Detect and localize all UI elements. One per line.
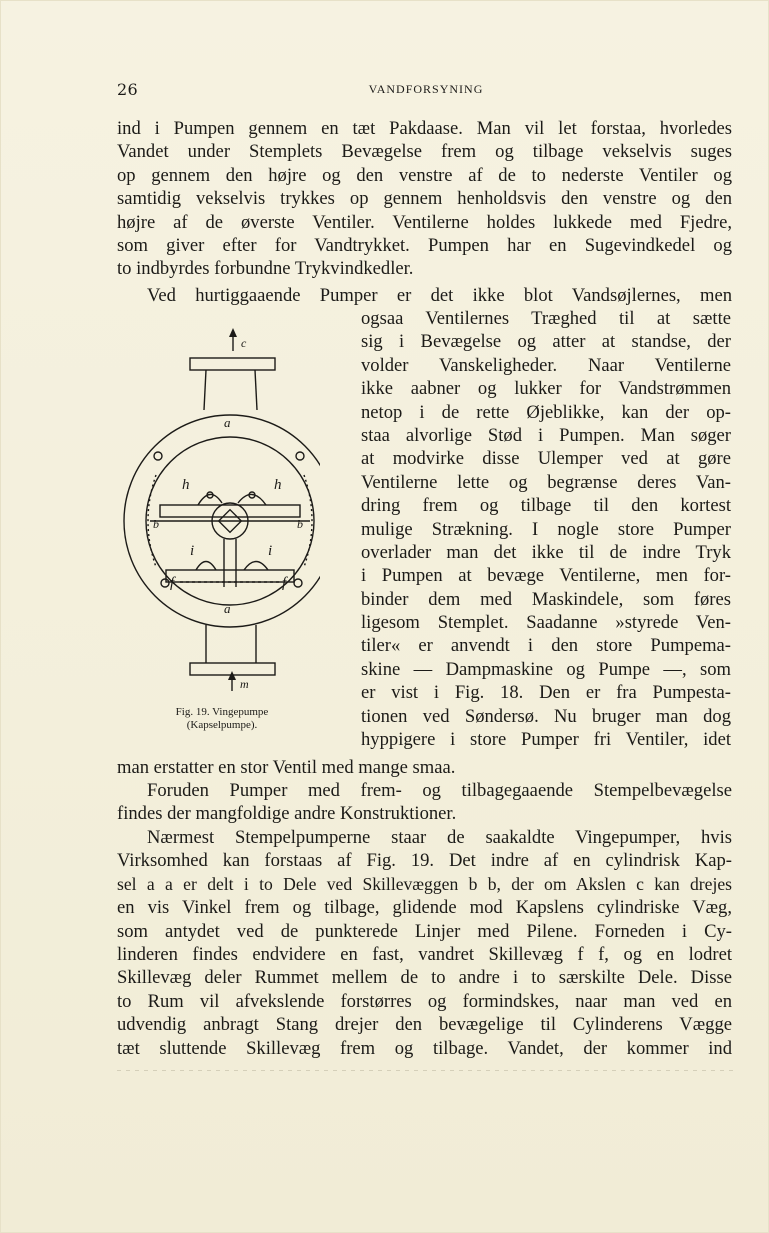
text-line: tionen ved Søndersø. Nu bruger man dog [361, 705, 731, 727]
bolt-icon [154, 452, 162, 460]
text-line: dring frem og tilbage til den kortest [361, 495, 731, 517]
text-line: Vandet under Stemplets Bevægelse frem og tilbage vekselvis suges [117, 141, 732, 163]
page-number: 26 [117, 80, 138, 99]
text-line: Ventilerne lette og begrænse deres Van- [361, 471, 731, 493]
paragraph-2-end [117, 756, 732, 779]
figure-label-f-right: f [282, 575, 287, 591]
text-line: netop i de rette Øjeblikke, kan der op- [361, 401, 731, 423]
top-pipe-left [204, 370, 206, 410]
text-line: op gennem den højre og den venstre af de to nederste Ventiler og [117, 164, 732, 186]
bolt-icon [294, 579, 302, 587]
figure-label-f-left: f [170, 575, 175, 591]
text-line: linderen findes endvidere en fast, vandret Skillevæg f f, og en lodret [117, 943, 732, 965]
figure-label-b-left: b [153, 517, 159, 531]
text-line: Ved hurtiggaaende Pumper er det ikke blot Vandsøjlernes, men [147, 285, 732, 306]
running-head: VANDFORSYNING [368, 82, 484, 96]
text-line: mulige Strækning. I nogle store Pumper [361, 518, 731, 540]
figure-label-a-top: a [224, 415, 231, 430]
figure-vane-pump [120, 325, 320, 745]
text-line: Nærmest Stempelpumperne staar de saakaldte Vingepumper, hvis [147, 827, 732, 848]
paragraph-2-wrap [361, 307, 731, 751]
lower-valve-right [244, 562, 268, 571]
figure-label-h-left: h [182, 477, 190, 493]
text-line: en vis Vinkel frem og tilbage, glidende mod Kapslens cylindriske Væg, [117, 897, 732, 919]
text-line: Virksomhed kan forstaas af Fig. 19. Det indre af en cylindrisk Kap- [117, 850, 732, 872]
figure-label-i-left: i [190, 543, 195, 559]
text-line: er vist i Fig. 18. Den er fra Pumpesta- [361, 682, 731, 704]
fixed-partition-f [166, 570, 294, 582]
lower-valve-left [196, 562, 216, 571]
text-line: ikke aabner og lukker for Vandstrømmen [361, 378, 731, 400]
text-line: ind i Pumpen gennem en tæt Pakdaase. Man vil let forstaa, hvorledes [117, 118, 732, 139]
text-line: ligesom Stemplet. Saadanne »styrede Ven- [361, 612, 731, 634]
valve-flap-left [198, 494, 222, 505]
figure-caption [122, 706, 322, 732]
page-header [117, 80, 735, 102]
arrow-head-icon [229, 328, 237, 337]
text-line: volder Vanskeligheder. Naar Ventilerne [361, 354, 731, 376]
vane-pump-drawing [120, 325, 320, 705]
text-line: tiler« er anvendt i den store Pumpema- [361, 635, 731, 657]
text-line: sig i Bevægelse og atter at standse, der [361, 331, 731, 353]
text-line: man erstatter en stor Ventil med mange smaa. [117, 757, 456, 778]
figure-label-b-right: b [297, 517, 303, 531]
figure-label-a-bottom: a [224, 601, 231, 616]
caption-line-2: (Kapselpumpe). [186, 719, 258, 731]
top-pipe-right [255, 370, 257, 410]
figure-label-c: c [241, 336, 247, 350]
text-line: staa alvorlige Stød i Pumpen. Man søger [361, 424, 731, 446]
text-line: Skillevæg deler Rummet mellem de to andre i to særskilte Dele. Disse [117, 967, 732, 989]
text-line: som giver efter for Vandtrykket. Pumpen har en Sugevindkedel og [117, 234, 732, 256]
text-line: at modvirke disse Ulemper ved at gøre [361, 448, 731, 470]
paragraph-3 [117, 779, 732, 826]
text-line: som antydet ved de punkterede Linjer med Pilene. Forneden i Cy- [117, 920, 732, 942]
paragraph-4 [117, 826, 732, 1060]
bolt-icon [296, 452, 304, 460]
text-line: to Rum vil afvekslende forstørres og formindskes, naar man ved en [117, 990, 732, 1012]
figure-label-i-right: i [268, 543, 273, 559]
caption-line-1: Fig. 19. Vingepumpe [175, 706, 269, 718]
text-line: Foruden Pumper med frem- og tilbagegaaende Stempelbevægelse [147, 780, 732, 801]
text-line: findes der mangfoldige andre Konstruktioner. [117, 803, 457, 825]
text-line: sel a a er delt i to Dele ved Skillevæggen b b, der om Akslen c kan drejes [117, 873, 732, 894]
paragraph-1 [117, 117, 732, 281]
paragraph-2-start [117, 284, 732, 307]
figure-label-m: m [240, 677, 249, 691]
text-line: ogsaa Ventilernes Træghed til at sætte [361, 308, 731, 329]
text-line: binder dem med Maskindele, som føres [361, 588, 731, 610]
text-line: højre af de øverste Ventiler. Ventilerne holdes lukkede med Fjedre, [117, 211, 732, 233]
text-line: samtidig vekselvis trykkes op gennem henholdsvis den venstre og den [117, 188, 732, 210]
page-bottom-rule [117, 1070, 737, 1071]
text-line: i Pumpen at bevæge Ventilerne, men for- [361, 565, 731, 587]
text-line: tæt sluttende Skillevæg frem og tilbage. Vandet, der kommer ind [117, 1037, 732, 1059]
figure-label-h-right: h [274, 477, 282, 493]
valve-flap-right [238, 494, 266, 505]
text-line: skine — Dampmaskine og Pumpe —, som [361, 658, 731, 680]
text-line: udvendig anbragt Stang drejer den bevægelige til Cylinderens Vægge [117, 1014, 732, 1036]
top-flange [190, 358, 275, 370]
text-line: overlader man det ikke til de indre Tryk [361, 541, 731, 563]
text-line: to indbyrdes forbundne Trykvindkedler. [117, 258, 414, 280]
upper-valve-plate [160, 505, 300, 517]
text-line: hyppigere i store Pumper fri Ventiler, idet [361, 729, 731, 751]
bolt-icon [161, 579, 169, 587]
